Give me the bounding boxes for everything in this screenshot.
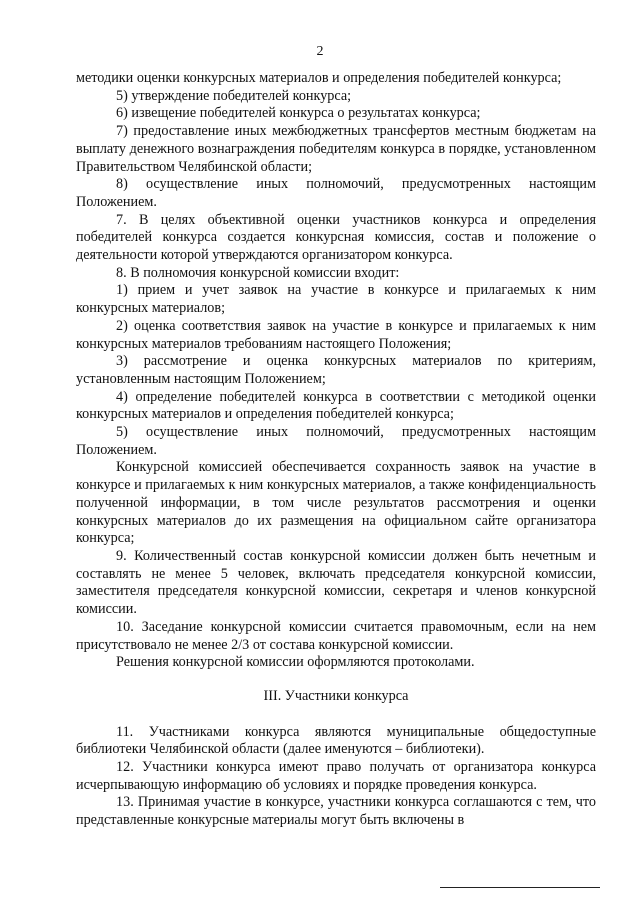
paragraph: 12. Участники конкурса имеют право получать от организатора конкурса исчерпывающую информацию об условиях и порядке проведения конкурса. — [76, 759, 596, 793]
document-body — [76, 70, 596, 830]
section-heading: III. Участники конкурса — [263, 687, 409, 704]
paragraph: методики оценки конкурсных материалов и определения победителей конкурса; — [76, 70, 562, 86]
footer-rule — [440, 887, 600, 888]
paragraph: 9. Количественный состав конкурсной комиссии должен быть нечетным и составлять не менее 5 человек, включать председателя конкурсной комиссии, заместителя председателя конкурсной комиссии, секретаря и членов конкурсной комиссии. — [76, 547, 596, 618]
paragraph: 8. В полномочия конкурсной комиссии входит: — [116, 264, 400, 281]
paragraph: 5) осуществление иных полномочий, предусмотренных настоящим Положением. — [76, 424, 596, 458]
paragraph: 13. Принимая участие в конкурсе, участники конкурса соглашаются с тем, что представленные конкурсные материалы могут быть включены в — [76, 794, 596, 829]
paragraph: 10. Заседание конкурсной комиссии считается правомочным, если на нем присутствовало не менее 2/3 от состава конкурсной комиссии. — [76, 618, 596, 653]
paragraph: 8) осуществление иных полномочий, предусмотренных настоящим Положением. — [76, 176, 596, 210]
paragraph: 4) определение победителей конкурса в соответствии с методикой оценки конкурсных материалов и определения победителей конкурса; — [76, 388, 596, 423]
paragraph: Решения конкурсной комиссии оформляются протоколами. — [116, 654, 475, 671]
paragraph: Конкурсной комиссией обеспечивается сохранность заявок на участие в конкурсе и прилагаемых к ним конкурсных материалов, а также конфиденциальность полученной информации, в том числе результатов рассмотрения и оценки конкурсных материалов до их размещения на официальном сайте организатора конкурса; — [76, 459, 596, 547]
page-number: 2 — [316, 44, 324, 59]
paragraph: 2) оценка соответствия заявок на участие в конкурсе и прилагаемых к ним конкурсных материалов требованиям настоящего Положения; — [76, 317, 596, 352]
paragraph: 3) рассмотрение и оценка конкурсных материалов по критериям, установленным настоящим Положением; — [76, 353, 596, 387]
paragraph: 5) утверждение победителей конкурса; — [116, 87, 352, 104]
paragraph: 1) прием и учет заявок на участие в конкурсе и прилагаемых к ним конкурсных материалов; — [76, 282, 596, 317]
paragraph: 7. В целях объективной оценки участников конкурса и определения победителей конкурса создается конкурсная комиссия, состав и положение о деятельности которой утверждаются организатором конкурса. — [76, 211, 596, 264]
paragraph: 11. Участниками конкурса являются муниципальные общедоступные библиотеки Челябинской области (далее именуются – библиотеки). — [76, 723, 596, 758]
paragraph: 7) предоставление иных межбюджетных трансфертов местным бюджетам на выплату денежного вознаграждения победителям конкурса в порядке, установленном Правительством Челябинской области; — [76, 123, 596, 175]
paragraph: 6) извещение победителей конкурса о результатах конкурса; — [116, 105, 481, 122]
